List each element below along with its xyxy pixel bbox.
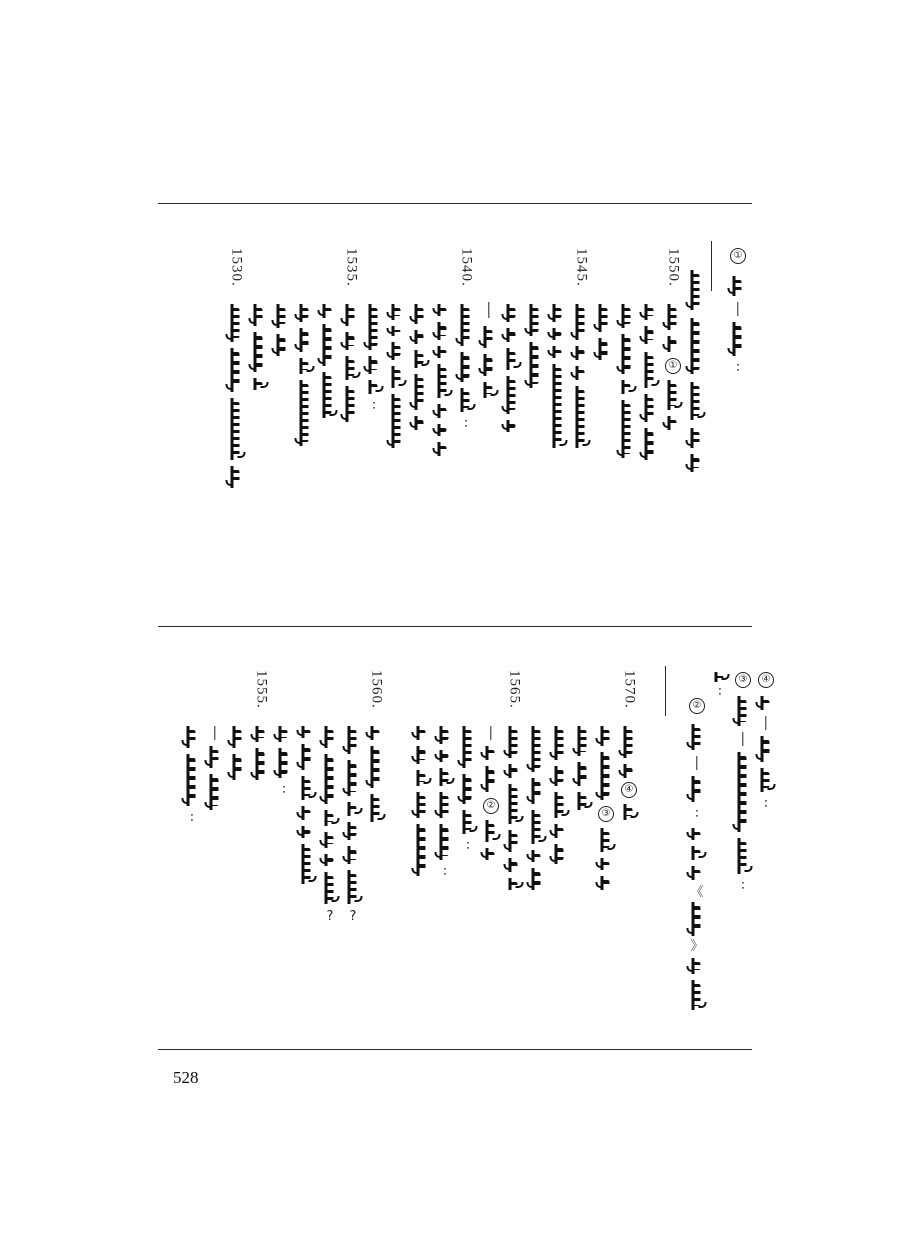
- line-number: 1555.: [253, 670, 270, 709]
- mongolian-word: [254, 304, 265, 326]
- inline-marker: ①: [665, 358, 681, 374]
- page-number: 528: [173, 1068, 199, 1087]
- mongolian-word: [601, 828, 612, 852]
- middle-rule: [158, 626, 752, 627]
- mongolian-word: [256, 748, 267, 780]
- text-line: [664, 248, 682, 478]
- mongolian-word: [440, 750, 451, 762]
- footnote-separator-lower: [665, 666, 666, 716]
- mongolian-word: [348, 760, 359, 796]
- text-line: [480, 248, 498, 478]
- mongolian-word: [302, 744, 313, 770]
- mongolian-word: [279, 726, 290, 742]
- inline-marker: ④: [621, 782, 637, 798]
- mongolian-word: [323, 304, 334, 318]
- footnote-4: [757, 672, 775, 872]
- text-line: [229, 670, 247, 890]
- mongolian-word: [187, 726, 198, 748]
- mongolian-word: [692, 724, 703, 750]
- book-title-open: 《: [690, 885, 704, 900]
- colon-mark: ∶: [718, 685, 722, 700]
- text-line: [574, 670, 592, 890]
- footnote-marker: ④: [758, 672, 774, 688]
- text-line: [273, 248, 291, 478]
- mongolian-word: [599, 304, 610, 332]
- mongolian-word: [371, 746, 382, 788]
- mongolian-word: [210, 774, 221, 810]
- dash: [488, 302, 489, 318]
- text-line: [459, 670, 477, 890]
- mongolian-word: [530, 342, 541, 388]
- text-line: [252, 670, 270, 890]
- line-number: 1535.: [343, 248, 360, 287]
- colon-mark: ∶: [282, 783, 286, 798]
- footnote-separator-upper: [711, 241, 712, 291]
- line-number: 1570.: [621, 670, 638, 709]
- mongolian-word: [733, 276, 744, 296]
- mongolian-word: [417, 726, 428, 740]
- mongolian-word: [484, 382, 495, 398]
- text-line: [457, 248, 475, 478]
- mongolian-word: [507, 420, 518, 432]
- mongolian-word: [371, 794, 382, 822]
- text-line: [298, 670, 316, 890]
- mongolian-word: [392, 304, 403, 320]
- footnote-3: [734, 672, 752, 894]
- mongolian-word: [231, 304, 242, 342]
- footnote-2-text: [688, 672, 706, 1002]
- mongolian-word: [692, 958, 703, 974]
- question-mark: ?: [349, 909, 357, 924]
- mongolian-word: [461, 352, 472, 382]
- mongolian-word: [440, 792, 451, 818]
- mongolian-word: [300, 304, 311, 322]
- mongolian-word: [622, 380, 633, 394]
- mongolian-word: [486, 766, 497, 792]
- mongolian-word: [346, 332, 357, 350]
- mongolian-word: [507, 376, 518, 414]
- text-line: [641, 248, 659, 478]
- mongolian-word: [348, 802, 359, 816]
- mongolian-word: [691, 454, 702, 472]
- mongolian-word: [325, 754, 336, 804]
- mongolian-word: [438, 322, 449, 340]
- text-line: [344, 670, 362, 930]
- mongolian-word: [601, 858, 612, 870]
- text-line: [482, 670, 500, 890]
- text-line: [250, 248, 268, 478]
- mongolian-word: [692, 866, 703, 880]
- mongolian-word: [463, 726, 474, 768]
- mongolian-word: [509, 858, 520, 872]
- mongolian-word: [256, 726, 267, 742]
- mongolian-word: [392, 342, 403, 360]
- text-line: [227, 248, 245, 478]
- inline-marker: ②: [483, 798, 499, 814]
- mongolian-word: [302, 776, 313, 800]
- bottom-rule: [158, 1049, 752, 1050]
- mongolian-word: [325, 872, 336, 904]
- mongolian-word: [392, 366, 403, 388]
- mongolian-word: [691, 270, 702, 310]
- mongolian-word: [323, 372, 334, 418]
- mongolian-word: [555, 844, 566, 864]
- text-line: [436, 670, 454, 890]
- mongolian-word: [553, 346, 564, 358]
- mongolian-word: [715, 672, 726, 682]
- line-number: 1530.: [228, 248, 245, 287]
- text-line: [597, 670, 615, 890]
- mongolian-word: [440, 824, 451, 860]
- mongolian-word: [576, 386, 587, 448]
- mongolian-word: [463, 810, 474, 834]
- mongolian-word: [733, 322, 744, 356]
- mongolian-word: [461, 304, 472, 346]
- mongolian-word: [254, 332, 265, 372]
- mongolian-word: [532, 726, 543, 772]
- top-rule: [158, 203, 752, 204]
- mongolian-word: [668, 416, 679, 430]
- mongolian-word: [761, 736, 772, 762]
- mongolian-word: [438, 346, 449, 358]
- mongolian-word: [231, 398, 242, 460]
- mongolian-word: [668, 380, 679, 410]
- mongolian-word: [415, 416, 426, 430]
- mongolian-word: [346, 386, 357, 422]
- line-number: 1560.: [368, 670, 385, 709]
- mongolian-word: [692, 980, 703, 1010]
- colon-mark: ∶: [466, 839, 470, 854]
- mongolian-word: [484, 326, 495, 348]
- text-line: [183, 670, 201, 890]
- text-line: [618, 248, 636, 478]
- dash: [696, 756, 697, 770]
- text-line: [687, 248, 705, 478]
- colon-mark: ∶: [190, 811, 194, 826]
- text-line: [365, 248, 383, 478]
- mongolian-word: [302, 826, 313, 838]
- text-line: [275, 670, 293, 890]
- colon-mark: ∶: [764, 797, 768, 812]
- colon-mark: ∶: [372, 399, 376, 414]
- mongolian-word: [553, 304, 564, 322]
- mongolian-word: [578, 792, 589, 810]
- question-mark: ?: [326, 909, 334, 924]
- mongolian-word: [254, 378, 265, 390]
- dash: [742, 732, 743, 746]
- mongolian-word: [300, 328, 311, 352]
- text-line: [296, 248, 314, 478]
- mongolian-word: [392, 326, 403, 336]
- footnote-2: [711, 672, 729, 1012]
- mongolian-word: [325, 810, 336, 826]
- text-line: [411, 248, 429, 478]
- mongolian-word: [761, 696, 772, 710]
- text-line: [206, 670, 224, 890]
- footnote-1: [729, 248, 747, 448]
- text-line: [503, 248, 521, 478]
- mongolian-word: [509, 784, 520, 824]
- mongolian-word: [509, 764, 520, 778]
- mongolian-word: [438, 304, 449, 316]
- mongolian-word: [507, 304, 518, 322]
- mongolian-word: [486, 746, 497, 760]
- mongolian-word: [210, 746, 221, 768]
- mongolian-word: [553, 364, 564, 448]
- text-line: [528, 670, 546, 890]
- mongolian-word: [692, 828, 703, 840]
- colon-mark: ∶: [443, 865, 447, 880]
- mongolian-word: [323, 324, 334, 366]
- mongolian-word: [555, 726, 566, 760]
- text-line: [413, 670, 431, 890]
- mongolian-word: [668, 304, 679, 330]
- mongolian-word: [417, 824, 428, 876]
- mongolian-word: [624, 726, 635, 758]
- inline-marker: ③: [598, 806, 614, 822]
- footnote-marker: ①: [730, 248, 746, 264]
- mongolian-word: [645, 304, 656, 320]
- mongolian-word: [300, 358, 311, 374]
- mongolian-word: [509, 878, 520, 890]
- mongolian-word: [692, 846, 703, 860]
- colon-mark: ∶: [741, 879, 745, 894]
- mongolian-word: [187, 754, 198, 806]
- mongolian-word: [348, 822, 359, 840]
- mongolian-word: [532, 850, 543, 862]
- mongolian-word: [486, 848, 497, 860]
- mongolian-word: [692, 776, 703, 802]
- mongolian-word: [415, 330, 426, 344]
- mongolian-word: [555, 766, 566, 786]
- text-line: [551, 670, 569, 890]
- text-line: [434, 248, 452, 478]
- mongolian-word: [601, 752, 612, 800]
- mongolian-word: [438, 364, 449, 398]
- text-line: [321, 670, 339, 930]
- mongolian-word: [346, 304, 357, 326]
- mongolian-word: [507, 328, 518, 342]
- mongolian-word: [231, 348, 242, 392]
- mongolian-word: [300, 380, 311, 446]
- text-line: [319, 248, 337, 478]
- text-line: [367, 670, 385, 890]
- mongolian-word: [601, 876, 612, 890]
- text-line: [388, 248, 406, 478]
- mongolian-word: [415, 374, 426, 410]
- mongolian-word: [645, 352, 656, 388]
- text-line: [549, 248, 567, 478]
- mongolian-word: [624, 804, 635, 820]
- mongolian-word: [325, 726, 336, 748]
- mongolian-word: [622, 400, 633, 458]
- mongolian-word: [645, 428, 656, 460]
- mongolian-word: [507, 348, 518, 370]
- mongolian-word: [576, 346, 587, 360]
- mongolian-word: [578, 726, 589, 756]
- mongolian-word: [348, 846, 359, 864]
- mongolian-word: [417, 792, 428, 818]
- text-line: [572, 248, 590, 478]
- mongolian-word: [530, 304, 541, 336]
- mongolian-word: [691, 382, 702, 420]
- text-line: [526, 248, 544, 478]
- mongolian-word: [371, 726, 382, 740]
- mongolian-word: [440, 768, 451, 786]
- mongolian-word: [509, 830, 520, 852]
- mongolian-word: [532, 778, 543, 804]
- mongolian-word: [348, 870, 359, 904]
- text-line: [595, 248, 613, 478]
- dash: [214, 726, 215, 740]
- mongolian-word: [738, 838, 749, 874]
- mongolian-word: [463, 774, 474, 804]
- mongolian-word: [532, 868, 543, 890]
- book-title-close: 》: [690, 939, 704, 954]
- mongolian-word: [624, 764, 635, 778]
- colon-mark: ∶: [464, 417, 468, 432]
- mongolian-word: [509, 726, 520, 758]
- text-line: [342, 248, 360, 478]
- mongolian-word: [392, 394, 403, 448]
- mongolian-word: [415, 304, 426, 324]
- line-number: 1540.: [458, 248, 475, 287]
- mongolian-word: [369, 380, 380, 394]
- mongolian-word: [553, 328, 564, 340]
- mongolian-word: [645, 394, 656, 422]
- mongolian-word: [486, 820, 497, 842]
- mongolian-word: [484, 354, 495, 376]
- mongolian-word: [599, 338, 610, 360]
- mongolian-word: [277, 304, 288, 328]
- mongolian-word: [622, 304, 633, 328]
- dash: [765, 716, 766, 730]
- mongolian-word: [369, 304, 380, 350]
- mongolian-word: [668, 336, 679, 352]
- mongolian-word: [440, 726, 451, 744]
- mongolian-word: [302, 726, 313, 738]
- mongolian-word: [302, 806, 313, 820]
- mongolian-word: [738, 696, 749, 726]
- mongolian-word: [578, 762, 589, 786]
- mongolian-word: [277, 334, 288, 356]
- mongolian-word: [692, 902, 703, 936]
- mongolian-word: [346, 356, 357, 380]
- mongolian-word: [415, 350, 426, 368]
- dash: [490, 726, 491, 740]
- mongolian-word: [438, 442, 449, 456]
- mongolian-word: [369, 356, 380, 374]
- mongolian-word: [325, 832, 336, 848]
- mongolian-word: [233, 726, 244, 748]
- mongolian-word: [532, 810, 543, 844]
- mongolian-word: [761, 768, 772, 792]
- text-line: [505, 670, 523, 890]
- mongolian-word: [302, 844, 313, 884]
- mongolian-word: [231, 466, 242, 488]
- mongolian-word: [645, 326, 656, 344]
- mongolian-word: [279, 748, 290, 778]
- dash: [737, 302, 738, 316]
- mongolian-word: [738, 752, 749, 832]
- mongolian-word: [576, 304, 587, 340]
- footnote-marker: ②: [689, 698, 705, 714]
- mongolian-word: [622, 334, 633, 374]
- colon-mark: ∶: [695, 807, 699, 822]
- mongolian-word: [417, 770, 428, 786]
- mongolian-word: [438, 424, 449, 436]
- colon-mark: ∶: [736, 361, 740, 376]
- line-number: 1545.: [573, 248, 590, 287]
- mongolian-word: [555, 792, 566, 818]
- mongolian-word: [233, 754, 244, 780]
- mongolian-word: [555, 824, 566, 838]
- mongolian-word: [461, 388, 472, 412]
- line-number: 1565.: [506, 670, 523, 709]
- mongolian-word: [325, 854, 336, 866]
- mongolian-word: [348, 726, 359, 754]
- mongolian-word: [438, 404, 449, 418]
- line-number: 1550.: [665, 248, 682, 287]
- text-line: [620, 670, 638, 890]
- mongolian-word: [417, 746, 428, 764]
- mongolian-word: [691, 318, 702, 374]
- mongolian-word: [601, 726, 612, 746]
- mongolian-word: [576, 366, 587, 380]
- mongolian-word: [691, 428, 702, 448]
- footnote-marker: ③: [735, 672, 751, 688]
